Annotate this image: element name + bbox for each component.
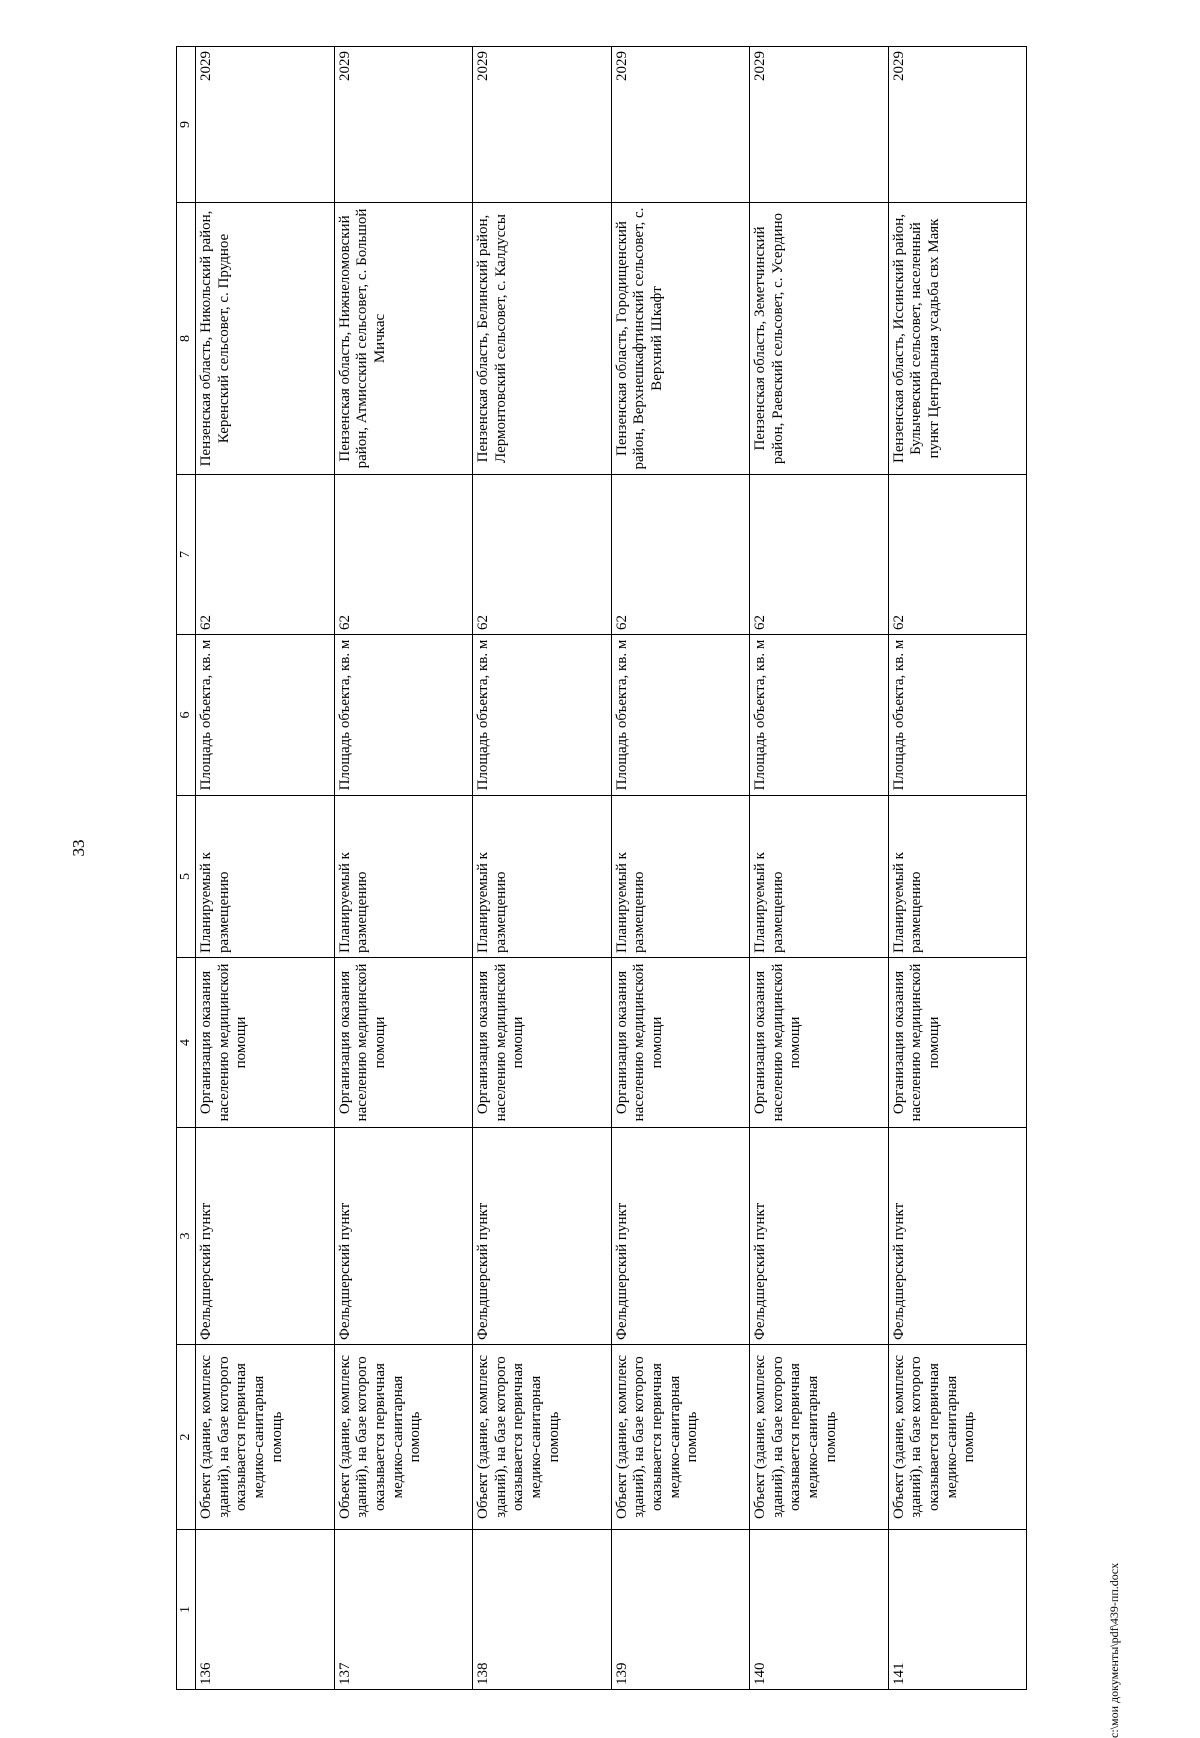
row-number: 138 <box>473 1530 612 1690</box>
object-purpose: Организация оказания населению медицинской помощи <box>334 958 473 1128</box>
row-number: 140 <box>750 1530 889 1690</box>
rotated-table-frame <box>176 47 1027 1690</box>
object-status: Планируемый к размещению <box>750 796 889 958</box>
object-type: Объект (здание, комплекс зданий), на базе которого оказывается первичная медико-санитарная помощь <box>334 1345 473 1530</box>
object-location: Пензенская область, Белинский район, Лермонтовский сельсовет, с. Калдуссы <box>473 203 612 475</box>
object-location: Пензенская область, Городищенский район, Верхнешкафтинский сельсовет, с. Верхний Шкафт <box>611 203 750 475</box>
header-cell: 6 <box>177 635 196 796</box>
row-number: 141 <box>888 1530 1027 1690</box>
table-row <box>196 47 335 1690</box>
object-status: Планируемый к размещению <box>334 796 473 958</box>
object-type: Объект (здание, комплекс зданий), на базе которого оказывается первичная медико-санитарная помощь <box>750 1345 889 1530</box>
object-name: Фельдшерский пункт <box>750 1128 889 1345</box>
object-year: 2029 <box>888 47 1027 203</box>
characteristic-value: 62 <box>334 475 473 635</box>
characteristic-name: Площадь объекта, кв. м <box>750 635 889 796</box>
header-cell: 2 <box>177 1345 196 1530</box>
object-status: Планируемый к размещению <box>473 796 612 958</box>
object-status: Планируемый к размещению <box>611 796 750 958</box>
table-row <box>750 47 889 1690</box>
object-year: 2029 <box>611 47 750 203</box>
header-cell: 7 <box>177 475 196 635</box>
object-name: Фельдшерский пункт <box>334 1128 473 1345</box>
object-year: 2029 <box>750 47 889 203</box>
object-year: 2029 <box>196 47 335 203</box>
object-purpose: Организация оказания населению медицинской помощи <box>750 958 889 1128</box>
table-row <box>611 47 750 1690</box>
characteristic-value: 62 <box>473 475 612 635</box>
characteristic-name: Площадь объекта, кв. м <box>196 635 335 796</box>
header-cell: 4 <box>177 958 196 1128</box>
header-cell: 1 <box>177 1530 196 1690</box>
characteristic-name: Площадь объекта, кв. м <box>473 635 612 796</box>
object-name: Фельдшерский пункт <box>196 1128 335 1345</box>
page-number: 33 <box>69 839 88 857</box>
characteristic-name: Площадь объекта, кв. м <box>611 635 750 796</box>
header-row <box>177 47 196 1690</box>
characteristic-name: Площадь объекта, кв. м <box>334 635 473 796</box>
header-cell: 9 <box>177 47 196 203</box>
object-type: Объект (здание, комплекс зданий), на базе которого оказывается первичная медико-санитарная помощь <box>888 1345 1027 1530</box>
characteristic-value: 62 <box>750 475 889 635</box>
characteristic-name: Площадь объекта, кв. м <box>888 635 1027 796</box>
table-row <box>334 47 473 1690</box>
header-cell: 8 <box>177 203 196 475</box>
object-location: Пензенская область, Нижнеломовский район, Атмисский сельсовет, с. Большой Мичкас <box>334 203 473 475</box>
object-status: Планируемый к размещению <box>196 796 335 958</box>
objects-table <box>176 46 1027 1690</box>
characteristic-value: 62 <box>611 475 750 635</box>
object-purpose: Организация оказания населению медицинской помощи <box>611 958 750 1128</box>
object-year: 2029 <box>334 47 473 203</box>
characteristic-value: 62 <box>196 475 335 635</box>
header-cell: 5 <box>177 796 196 958</box>
object-purpose: Организация оказания населению медицинской помощи <box>196 958 335 1128</box>
object-year: 2029 <box>473 47 612 203</box>
object-purpose: Организация оказания населению медицинской помощи <box>473 958 612 1128</box>
characteristic-value: 62 <box>888 475 1027 635</box>
object-type: Объект (здание, комплекс зданий), на базе которого оказывается первичная медико-санитарная помощь <box>473 1345 612 1530</box>
object-type: Объект (здание, комплекс зданий), на базе которого оказывается первичная медико-санитарная помощь <box>196 1345 335 1530</box>
row-number: 137 <box>334 1530 473 1690</box>
object-location: Пензенская область, Никольский район, Керенский сельсовет, с. Прудное <box>196 203 335 475</box>
object-purpose: Организация оказания населению медицинской помощи <box>888 958 1027 1128</box>
row-number: 136 <box>196 1530 335 1690</box>
table-row <box>473 47 612 1690</box>
object-status: Планируемый к размещению <box>888 796 1027 958</box>
object-name: Фельдшерский пункт <box>611 1128 750 1345</box>
object-type: Объект (здание, комплекс зданий), на базе которого оказывается первичная медико-санитарная помощь <box>611 1345 750 1530</box>
object-name: Фельдшерский пункт <box>888 1128 1027 1345</box>
objects-table-container <box>176 47 1027 1690</box>
header-cell: 3 <box>177 1128 196 1345</box>
object-location: Пензенская область, Иссинский район, Булычевский сельсовет, населенный пункт Центральная усадьба свх Маяк <box>888 203 1027 475</box>
footer-file-path: c:\мои документы\pdf\439-пп.docx <box>1107 1562 1121 1738</box>
object-location: Пензенская область, Земетчинский район, Раевский сельсовет, с. Усердино <box>750 203 889 475</box>
object-name: Фельдшерский пункт <box>473 1128 612 1345</box>
row-number: 139 <box>611 1530 750 1690</box>
table-row <box>888 47 1027 1690</box>
